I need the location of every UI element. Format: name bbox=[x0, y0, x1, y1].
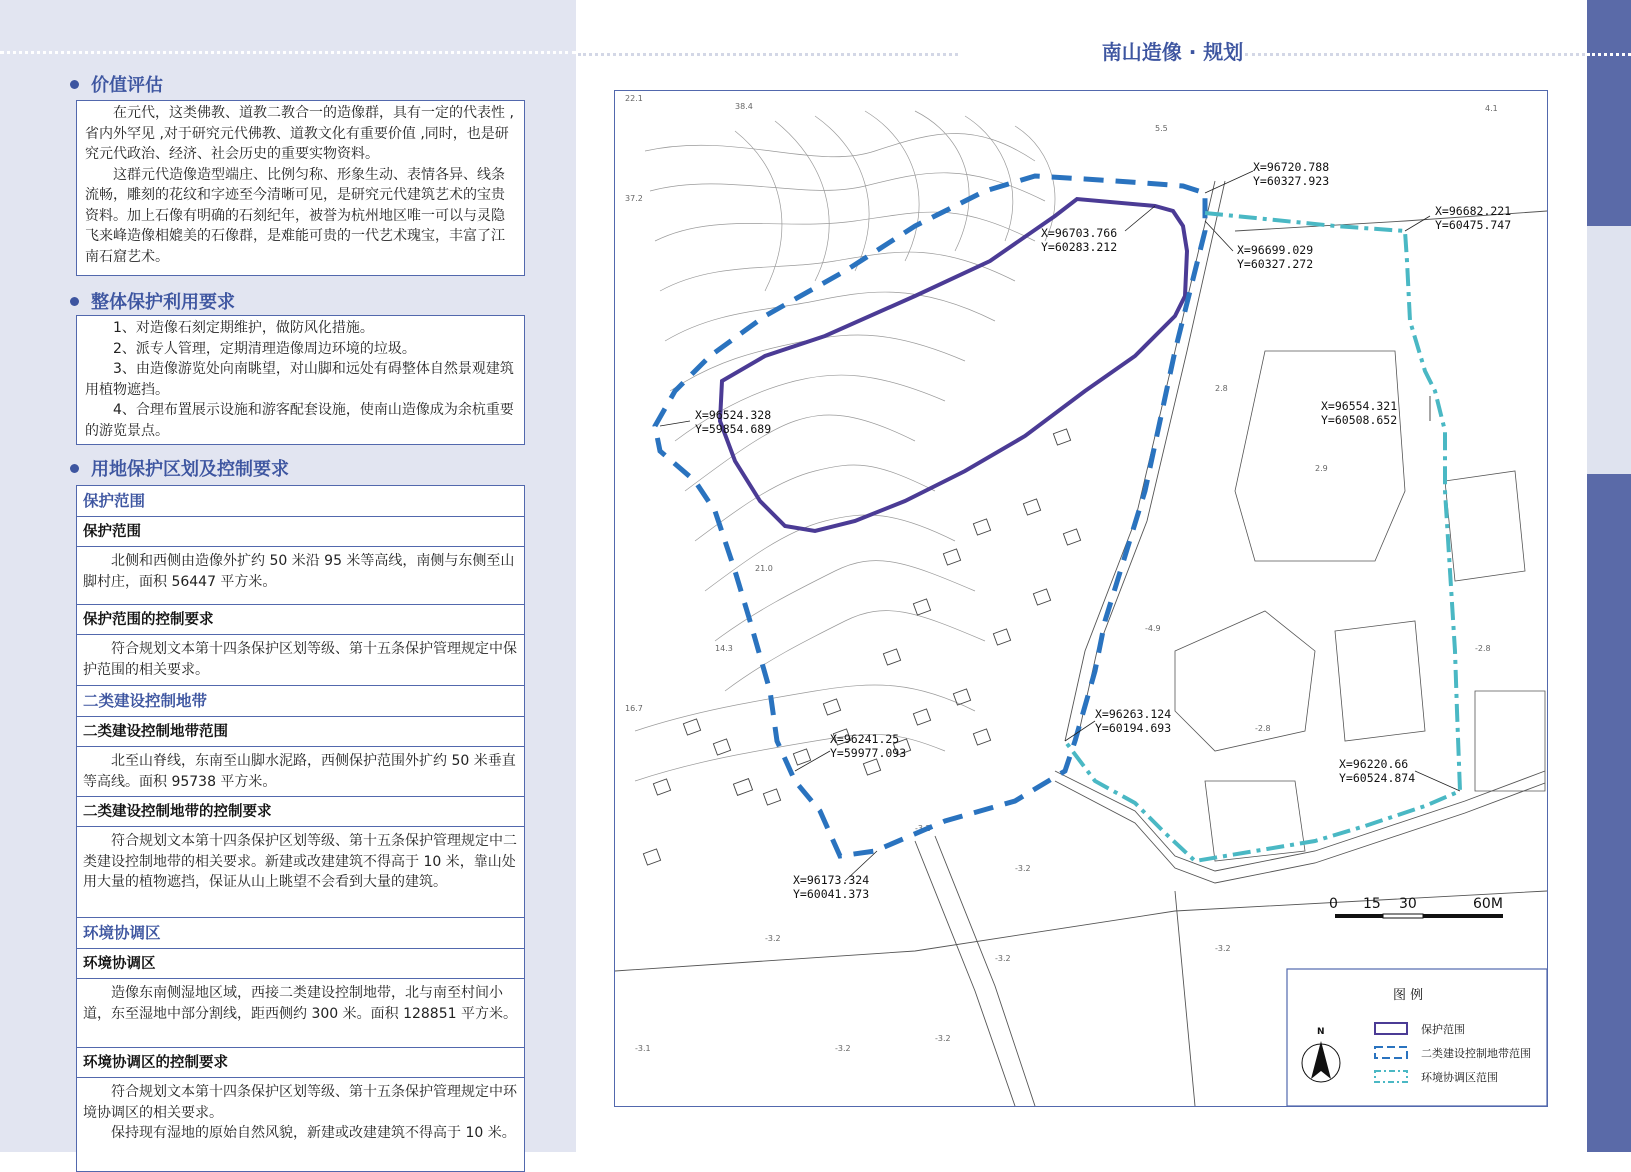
scale-label: 30 bbox=[1399, 896, 1417, 912]
table-cell: 符合规划文本第十四条保护区划等级、第十五条保护管理规定中环境协调区的相关要求。 保持现有湿地的原始自然风貌，新建或改建建筑不得高于 10 米。 bbox=[77, 1078, 524, 1172]
legend-title: 图 例 bbox=[1393, 988, 1424, 1003]
svg-text:-3.2: -3.2 bbox=[1215, 944, 1231, 953]
coord-x: X=96173.324 bbox=[793, 873, 870, 887]
coord-y: Y=60475.747 bbox=[1435, 218, 1512, 232]
table-subheading: 二类建设控制地带的控制要求 bbox=[77, 797, 524, 827]
coord-y: Y=60524.874 bbox=[1339, 771, 1416, 785]
table-cell: 造像东南侧湿地区域，西接二类建设控制地带，北与南至村间小道，东至湿地中部分割线，距西侧约 300 米。面积 128851 平方米。 bbox=[77, 979, 524, 1048]
svg-text:-3.2: -3.2 bbox=[835, 1044, 851, 1053]
svg-text:X=96220.66Y=60524.874 bbox=[1339, 757, 1415, 785]
svg-text:-3.2: -3.2 bbox=[995, 954, 1011, 963]
overall-requirements-box bbox=[76, 315, 525, 445]
dotted-divider bbox=[0, 51, 576, 54]
coord-x: X=96554.321 bbox=[1321, 399, 1398, 413]
list-item: 4、合理布置展示设施和游客配套设施，使南山造像成为余杭重要的游览景点。 bbox=[85, 402, 514, 439]
table-subheading: 环境协调区的控制要求 bbox=[77, 1048, 524, 1078]
svg-text:-3.2: -3.2 bbox=[1015, 864, 1031, 873]
land-protection-table bbox=[76, 485, 525, 1172]
svg-text:N: N bbox=[1317, 1027, 1325, 1037]
scale-label: 15 bbox=[1363, 896, 1381, 912]
svg-text:X=96524.328Y=59854.689 bbox=[695, 408, 771, 436]
table-subheading: 保护范围的控制要求 bbox=[77, 605, 524, 635]
side-strip bbox=[1587, 226, 1631, 474]
svg-text:22.1: 22.1 bbox=[625, 94, 643, 103]
svg-text:-3.2: -3.2 bbox=[915, 824, 931, 833]
scale-bar bbox=[1329, 896, 1503, 918]
coord-x: X=96220.66 bbox=[1339, 757, 1409, 771]
svg-text:-3.2: -3.2 bbox=[765, 934, 781, 943]
coord-x: X=96703.766 bbox=[1041, 226, 1118, 240]
svg-text:4.1: 4.1 bbox=[1485, 104, 1498, 113]
svg-text:2.8: 2.8 bbox=[1215, 384, 1228, 393]
paragraph: 在元代，这类佛教、道教二教合一的造像群，具有一定的代表性 ,省内外罕见 ,对于研究元代佛教、道教文化有重要价值 ,同时，也是研究元代政治、经济、社会历史的重要实物资料。 bbox=[85, 105, 514, 162]
table-subheading: 二类建设控制地带范围 bbox=[77, 717, 524, 747]
table-heading: 保护范围 bbox=[77, 486, 524, 517]
table-cell: 北侧和西侧由造像外扩约 50 米沿 95 米等高线，南侧与东侧至山脚村庄，面积 56447 平方米。 bbox=[77, 547, 524, 605]
list-item: 1、对造像石刻定期维护，做防风化措施。 bbox=[113, 320, 374, 336]
coord-y: Y=60327.923 bbox=[1253, 174, 1330, 188]
legend-label: 保护范围 bbox=[1421, 1023, 1465, 1036]
svg-text:-2.8: -2.8 bbox=[1475, 644, 1491, 653]
svg-text:38.4: 38.4 bbox=[735, 102, 753, 111]
construction-boundary bbox=[655, 176, 1205, 856]
map-svg bbox=[615, 91, 1547, 1106]
site-plan-map bbox=[614, 90, 1548, 1107]
svg-text:X=96703.766Y=60283.212 bbox=[1041, 226, 1117, 254]
table-subheading: 保护范围 bbox=[77, 517, 524, 547]
svg-text:14.3: 14.3 bbox=[715, 644, 733, 653]
coord-y: Y=60327.272 bbox=[1237, 257, 1314, 271]
svg-text:-3.2: -3.2 bbox=[935, 1034, 951, 1043]
coord-x: X=96524.328 bbox=[695, 408, 772, 422]
svg-text:5.5: 5.5 bbox=[1155, 124, 1168, 133]
svg-text:X=96699.029Y=60327.272 bbox=[1237, 243, 1313, 271]
svg-text:X=96241.25Y=59977.093 bbox=[830, 732, 906, 760]
dotted-divider bbox=[1587, 53, 1631, 56]
coord-y: Y=60194.693 bbox=[1095, 721, 1172, 735]
coord-y: Y=59854.689 bbox=[695, 422, 772, 436]
legend-label: 二类建设控制地带范围 bbox=[1421, 1047, 1531, 1060]
svg-text:-2.8: -2.8 bbox=[1255, 724, 1271, 733]
coord-x: X=96682.221 bbox=[1435, 204, 1512, 218]
list-item: 2、派专人管理，定期清理造像周边环境的垃圾。 bbox=[113, 340, 416, 357]
scale-label: 0 bbox=[1329, 896, 1338, 912]
coord-x: X=96241.25 bbox=[830, 732, 900, 746]
svg-text:21.0: 21.0 bbox=[755, 564, 773, 573]
svg-text:-3.1: -3.1 bbox=[635, 1044, 651, 1053]
section-title-value: 价值评估 bbox=[70, 71, 163, 97]
bullet-icon bbox=[70, 297, 79, 306]
coord-y: Y=59977.093 bbox=[830, 746, 907, 760]
svg-text:37.2: 37.2 bbox=[625, 194, 643, 203]
side-strip bbox=[1587, 474, 1631, 1152]
table-cell: 符合规划文本第十四条保护区划等级、第十五条保护管理规定中二类建设控制地带的相关要求。新建或改建建筑不得高于 10 米，靠山处用大量的植物遮挡，保证从山上眺望不会看到大量的建筑。 bbox=[77, 827, 524, 918]
svg-text:X=96720.788Y=60327.923 bbox=[1253, 160, 1329, 188]
svg-text:X=96682.221Y=60475.747 bbox=[1435, 204, 1511, 232]
coord-x: X=96720.788 bbox=[1253, 160, 1330, 174]
svg-text:X=96554.321Y=60508.652 bbox=[1321, 399, 1397, 427]
paragraph: 这群元代造像造型端庄、比例匀称、形象生动、表情各异、线条流畅，雕刻的花纹和字迹至今清晰可见，是研究元代建筑艺术的宝贵资料。加上石像有明确的石刻纪年，被誉为杭州地区唯一可以与灵隐飞来峰造像相媲美的石像群，是难能可贵的一代艺术瑰宝，丰富了江南石窟艺术。 bbox=[85, 166, 505, 265]
section-title-overall: 整体保护利用要求 bbox=[70, 288, 235, 314]
svg-text:X=96173.324Y=60041.373 bbox=[793, 873, 869, 901]
coord-y: Y=60508.652 bbox=[1321, 413, 1398, 427]
svg-text:2.9: 2.9 bbox=[1315, 464, 1328, 473]
left-panel bbox=[0, 0, 576, 1152]
scale-label: 60M bbox=[1473, 896, 1503, 912]
side-strip bbox=[1587, 0, 1631, 226]
table-cell: 北至山脊线，东南至山脚水泥路，西侧保护范围外扩约 50 米垂直等高线。面积 95738 平方米。 bbox=[77, 747, 524, 797]
coord-x: X=96699.029 bbox=[1237, 243, 1314, 257]
bullet-icon bbox=[70, 464, 79, 473]
page-title: 南山造像 · 规划 bbox=[1101, 40, 1244, 64]
list-item: 3、由造像游览处向南眺望，对山脚和远处有碍整体自然景观建筑用植物遮挡。 bbox=[85, 361, 514, 398]
svg-text:X=96263.124Y=60194.693 bbox=[1095, 707, 1171, 735]
coord-x: X=96263.124 bbox=[1095, 707, 1172, 721]
table-cell: 符合规划文本第十四条保护区划等级、第十五条保护管理规定中保护范围的相关要求。 bbox=[77, 635, 524, 686]
table-heading: 环境协调区 bbox=[77, 918, 524, 949]
table-heading: 二类建设控制地带 bbox=[77, 686, 524, 717]
coord-y: Y=60041.373 bbox=[793, 887, 870, 901]
coord-y: Y=60283.212 bbox=[1041, 240, 1118, 254]
legend bbox=[1287, 969, 1547, 1106]
svg-text:-4.9: -4.9 bbox=[1145, 624, 1161, 633]
table-subheading: 环境协调区 bbox=[77, 949, 524, 979]
section-title-land: 用地保护区划及控制要求 bbox=[70, 455, 289, 481]
svg-text:16.7: 16.7 bbox=[625, 704, 643, 713]
legend-label: 环境协调区范围 bbox=[1421, 1071, 1498, 1084]
bullet-icon bbox=[70, 80, 79, 89]
contour-lines bbox=[635, 111, 1055, 781]
value-assessment-box bbox=[76, 100, 525, 276]
